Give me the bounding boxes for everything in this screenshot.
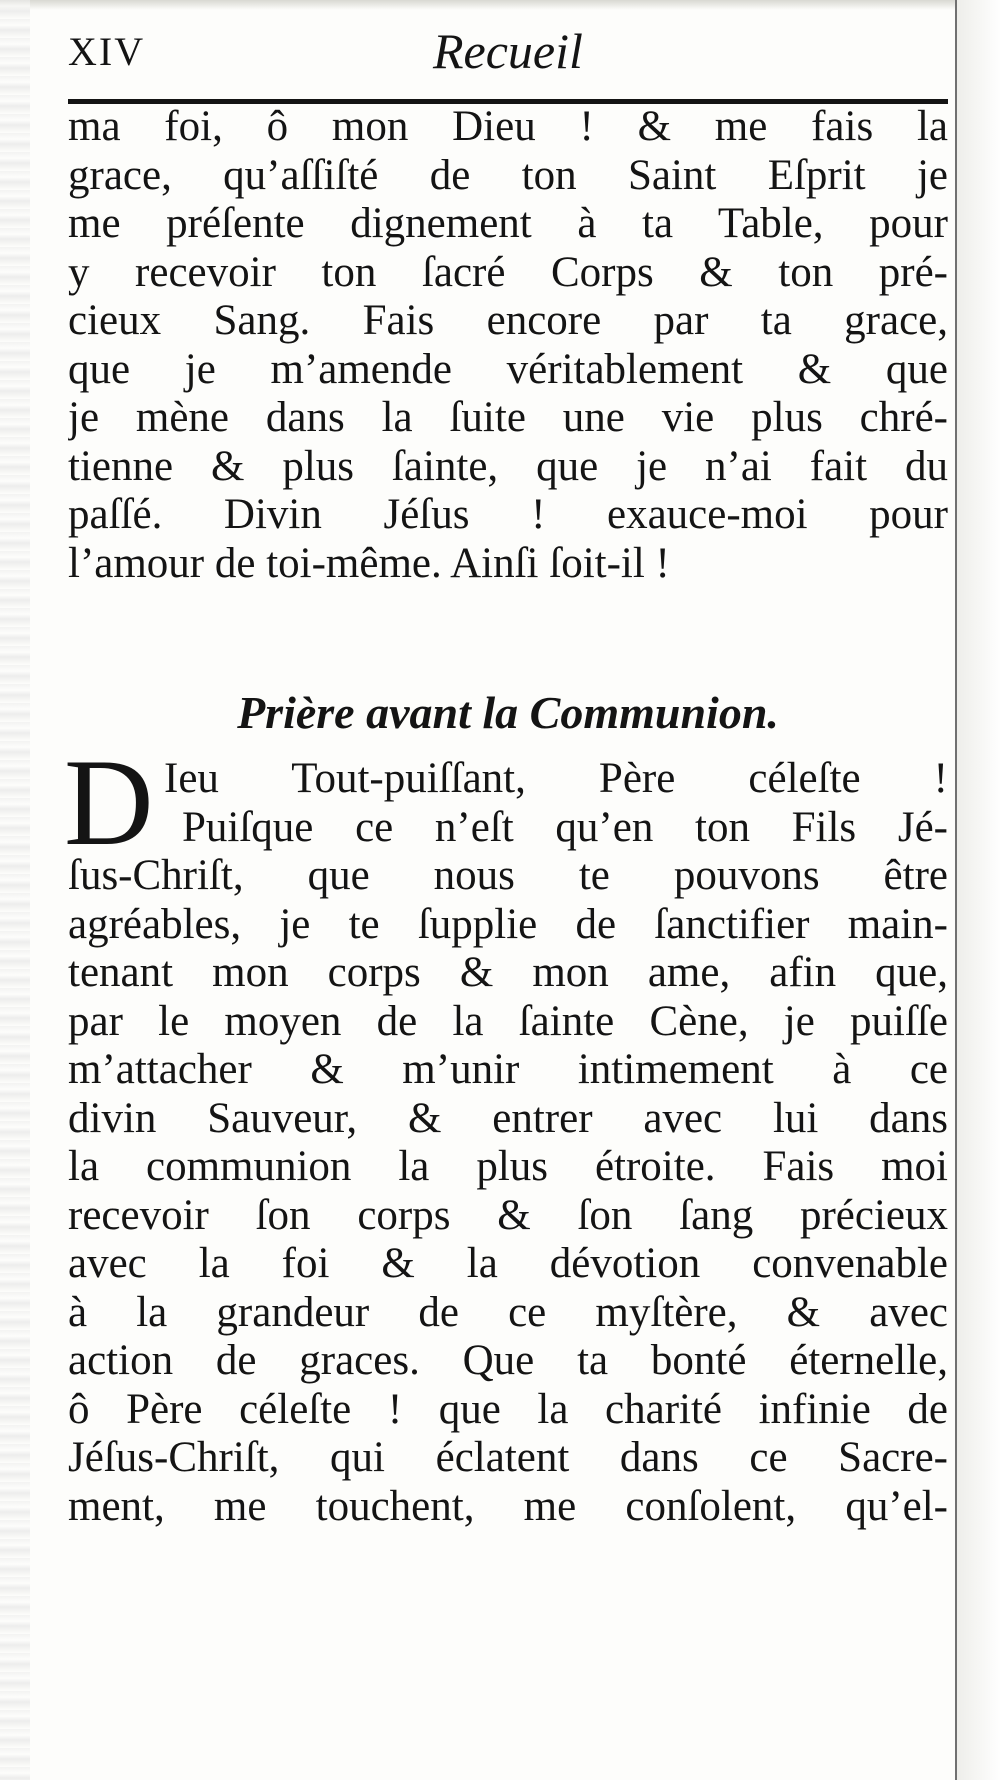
text-line: ment, me touchent, me conſolent, qu’el- — [68, 1482, 948, 1530]
text-line: la communion la plus étroite. Fais moi — [68, 1143, 948, 1190]
text-line: l’amour de toi-même. Ainſi ſoit-il ! — [68, 539, 670, 587]
text-line: par le moyen de la ſainte Cène, je puiſſe — [68, 997, 948, 1045]
text-line: je mène dans la ſuite une vie plus chré- — [68, 394, 948, 441]
text-line: ſus-Chriſt, que nous te pouvons être — [68, 852, 948, 899]
page-header — [68, 20, 948, 90]
text-line: grace, qu’aſſiſté de ton Saint Eſprit je — [68, 151, 948, 199]
text-line: divin Sauveur, & entrer avec lui dans — [68, 1094, 948, 1142]
text-line: Jéſus-Chriſt, qui éclatent dans ce Sacre- — [68, 1434, 948, 1481]
text-line: tienne & plus ſainte, que je n’ai fait du — [68, 442, 948, 490]
text-line: cieux Sang. Fais encore par ta grace, — [68, 297, 948, 344]
text-line: m’attacher & m’unir intimement à ce — [68, 1046, 948, 1093]
text-line: agréables, je te ſupplie de ſanctifier main- — [68, 900, 948, 948]
text-line: Puiſque ce n’eſt qu’en ton Fils Jé- — [182, 803, 948, 851]
drop-cap: D — [64, 734, 154, 871]
text-line: ma foi, ô mon Dieu ! & me fais la — [68, 103, 948, 150]
text-line: me préſente dignement à ta Table, pour — [68, 200, 948, 247]
running-head: Recueil — [433, 23, 583, 79]
paragraph-continued — [68, 103, 948, 588]
section-title: Prière avant la Communion. — [237, 687, 779, 738]
page-gutter-shadow — [0, 0, 30, 1780]
text-line: avec la foi & la dévotion convenable — [68, 1240, 948, 1287]
text-line: tenant mon corps & mon ame, afin que, — [68, 949, 948, 996]
text-line: que je m’amende véritablement & que — [68, 345, 948, 393]
text-line: ô Père céleſte ! que la charité infinie de — [68, 1385, 948, 1433]
page-top-edge — [0, 0, 1000, 10]
text-line: action de graces. Que ta bonté éternelle, — [68, 1337, 948, 1384]
text-line: recevoir ſon corps & ſon ſang précieux — [68, 1191, 948, 1239]
text-line: paſſé. Divin Jéſus ! exauce-moi pour — [68, 491, 948, 538]
text-line: à la grandeur de ce myſtère, & avec — [68, 1288, 948, 1336]
text-line: y recevoir ton ſacré Corps & ton pré- — [68, 248, 948, 296]
page-number: XIV — [68, 29, 146, 74]
page-fore-edge — [955, 0, 1000, 1780]
text-line: Ieu Tout-puiſſant, Père céleſte ! — [164, 755, 948, 802]
prayer-paragraph — [64, 734, 948, 1531]
